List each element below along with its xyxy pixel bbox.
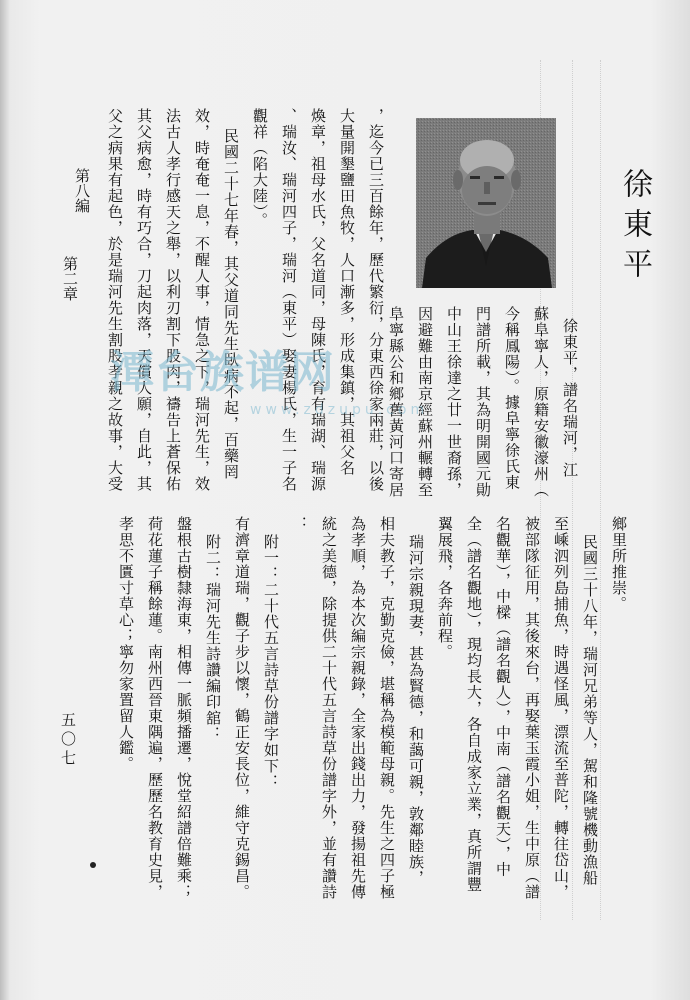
text-column: 民國二十七年春，其父道同先生臥病不起，百藥罔 <box>222 128 240 480</box>
text-column: 蘇阜寧人，原籍安徽濠州（ <box>532 306 550 498</box>
text-column: 觀祥（陷大陸）。 <box>251 108 269 229</box>
text-column: 法古人孝行感天之舉，以利刃割下股肉，禱告上蒼保佑 <box>164 108 182 492</box>
watermark-text: 潭台族谱网 <box>110 347 335 398</box>
text-column: 有濟章道瑞，觀子步以懷，鶴正安長位，維守克錫昌。 <box>233 516 251 900</box>
watermark-url: www.zdzupu.com <box>250 402 429 418</box>
text-column: 徐東平，譜名瑞河，江 <box>561 318 579 478</box>
text-column: ： <box>291 516 309 532</box>
text-column: 附二：瑞河先生詩讚編印舘： <box>204 534 222 742</box>
text-column: 民國三十八年，瑞河兄弟等人，駕和隆號機動漁船 <box>581 534 599 886</box>
text-column: 孝思不匱寸草心；寧勿家置留人鑑。 <box>117 516 135 772</box>
text-column: 鄉里所推崇。 <box>610 516 628 612</box>
page-title: 徐東平 <box>617 168 652 288</box>
text-column: 煥章，祖母水氏，父名道同，母陳氏，育有瑞湖、瑞源 <box>309 108 327 492</box>
text-column: 翼展飛，各奔前程。 <box>436 516 454 660</box>
ink-spot <box>90 862 96 868</box>
text-column: 統之美德，除提供二十代五言詩草份譜字外，並有讚詩 <box>320 516 338 900</box>
text-column: 全（譜名觀地），現均長大，各自成家立業，真所謂豐 <box>465 516 483 893</box>
book-part-label: 第八編 <box>73 168 91 213</box>
text-column: 相夫教子，克勤克儉，堪稱為模範母親。先生之四子極 <box>378 516 396 900</box>
text-column: 為孝順，為本次編宗親錄，全家出錢出力，發揚祖先傳 <box>349 516 367 900</box>
text-column: ，迄今已三百餘年，歷代繁衍，分東西徐家兩莊，以後 <box>367 108 385 492</box>
text-column: 至嵊泗列島捕魚，時遇怪風，漂流至普陀，轉往岱山， <box>552 516 570 900</box>
text-column: 荷花蓮子稱餘蓮。南州西晉東隅遍，歷歷名教育史見， <box>146 516 164 900</box>
text-column: 大量開墾鹽田魚牧，人口漸多，形成集鎮，其祖父名 <box>338 108 356 476</box>
text-column: 阜寧縣公和鄉舊黃河口寄居 <box>387 306 405 498</box>
text-column: 瑞河宗親現妻，甚為賢德，和藹可親，敦鄰睦族， <box>407 534 425 886</box>
text-column: 因避難由南京經蘇州輾轉至 <box>416 306 434 498</box>
text-column: 父之病果有起色，於是瑞河先生割股孝親之故事，大受 <box>106 108 124 492</box>
portrait-photo <box>416 118 556 288</box>
text-column: 今稱鳳陽）。據阜寧徐氏東 <box>503 306 521 491</box>
text-column: 附一：二十代五言詩草份譜字如下： <box>262 534 280 790</box>
text-column: 中山王徐達之廿一世裔孫， <box>445 306 463 498</box>
text-column: 、瑞汝、瑞河四子，瑞河（東平）娶妻楊氏，生一子名 <box>280 108 298 492</box>
text-column: 效，時奄奄一息，不醒人事，情急之下，瑞河先生，效 <box>193 108 211 492</box>
page-number: 五〇七 <box>59 712 77 769</box>
text-column: 門譜所載，其為明開國元勛 <box>474 306 492 498</box>
chapter-label: 第二章 <box>61 256 79 301</box>
text-column: 名觀華），中樑（譜名觀人），中南（譜名觀天），中 <box>494 516 512 878</box>
text-column: 被部隊征用，其後來台，再娶葉玉霞小姐，生中原（譜 <box>523 516 541 900</box>
text-column: 盤根古樹隸海東，相傳一脈頻播遷，悅堂紹譜倍難乘； <box>175 516 193 900</box>
text-column: 其父病愈，時有巧合，刀起肉落，天償人願，自此，其 <box>135 108 153 492</box>
